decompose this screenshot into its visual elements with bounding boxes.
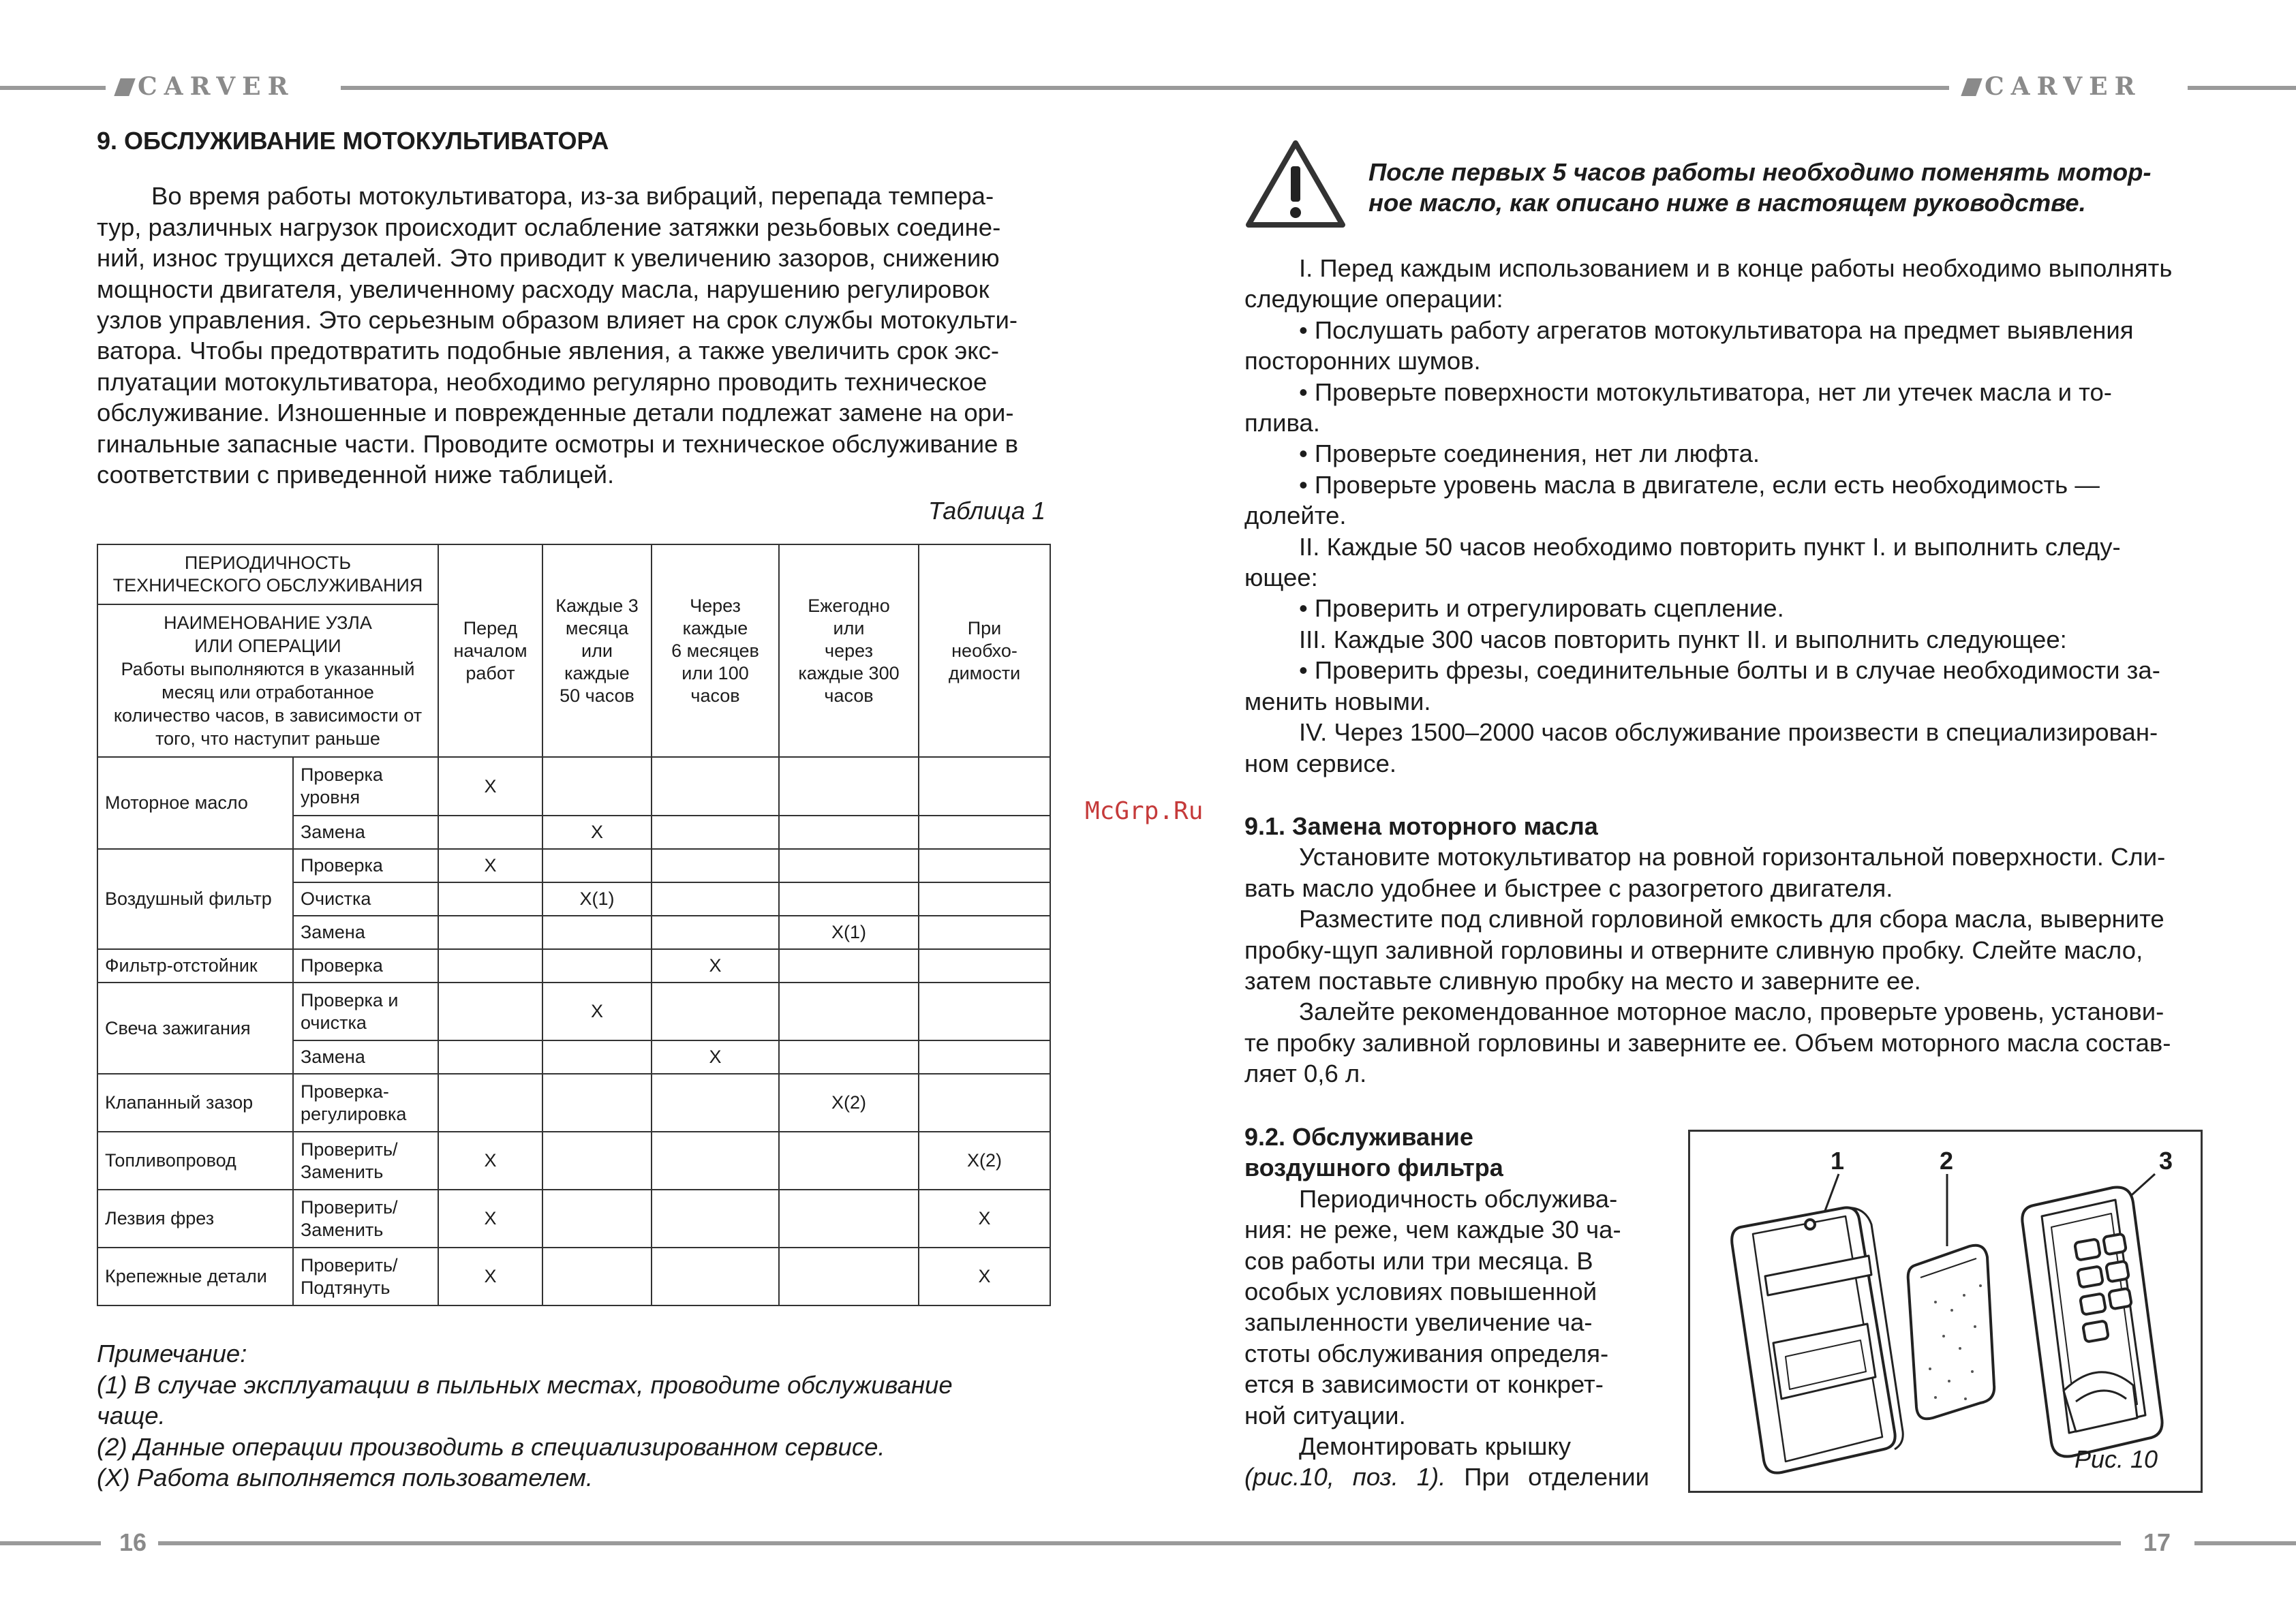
- mark-cell: X: [438, 1132, 542, 1190]
- text-line: ной ситуации.: [1244, 1401, 1406, 1429]
- mark-cell: [779, 757, 919, 816]
- operation-cell: Проверка уровня: [293, 757, 438, 816]
- section-9-2-title: 9.2. Обслуживание: [1244, 1123, 1473, 1151]
- mark-cell: [438, 916, 542, 949]
- left-page: [97, 125, 1051, 490]
- operation-cell: Проверка: [293, 949, 438, 983]
- brand-mark-icon: [1961, 78, 1982, 96]
- table-row: [97, 1132, 1050, 1190]
- mark-cell: [779, 1190, 919, 1248]
- page-number-left: 16: [119, 1528, 147, 1556]
- text-line: сов работы или три месяца. В: [1244, 1246, 1593, 1275]
- text-line: запыленности увеличение ча-: [1244, 1308, 1593, 1337]
- brand-text: CARVER: [138, 72, 295, 101]
- mark-cell: [542, 1248, 652, 1305]
- operation-cell: Замена: [293, 916, 438, 949]
- mark-cell: [779, 1040, 919, 1074]
- mark-cell: [652, 1190, 779, 1248]
- text-line: • Проверить фрезы, соединительные болты и в случае необходимости за-: [1299, 656, 2160, 685]
- operation-cell: Проверить/ Заменить: [293, 1132, 438, 1190]
- text-line: Залейте рекомендованное моторное масло, проверьте уровень, установи-: [1299, 998, 2164, 1026]
- table-row: [97, 1190, 1050, 1248]
- unit-cell: Свеча зажигания: [97, 983, 293, 1074]
- text-line: вать масло удобнее и быстрее с разогретого двигателя.: [1244, 874, 1893, 902]
- watermark: McGrp.Ru: [1085, 797, 1204, 825]
- mark-cell: X: [919, 1190, 1050, 1248]
- brand-logo-left: [117, 71, 295, 102]
- intro-line: тур, различных нагрузок происходит ослабление затяжки резьбовых соедине-: [97, 213, 1001, 241]
- mark-cell: [779, 983, 919, 1040]
- text-line: ется в зависимости от конкрет-: [1244, 1370, 1604, 1399]
- page-number-right: 17: [2143, 1528, 2171, 1556]
- filter-body-part: [2022, 1187, 2162, 1456]
- mark-cell: X: [652, 1040, 779, 1074]
- figure-10: [1688, 1130, 2203, 1493]
- section-9-2-last-line: (рис.10, поз. 1). При отделении: [1244, 1463, 1649, 1491]
- operation-cell: Проверка: [293, 849, 438, 882]
- footer-rule-middle: [158, 1541, 2121, 1545]
- section-9-2: [1244, 1122, 1649, 1493]
- header-rule-left: [0, 86, 106, 90]
- notes-title: Примечание:: [97, 1340, 247, 1367]
- intro-line: обслуживание. Изношенные и поврежденные детали подлежат замене на ори-: [97, 399, 1014, 427]
- mark-cell: [652, 849, 779, 882]
- mark-cell: [542, 757, 652, 816]
- footer-rule-right: [2194, 1541, 2296, 1545]
- text-line: III. Каждые 300 часов повторить пункт II. и выполнить следующее:: [1299, 625, 2067, 653]
- mark-cell: X: [919, 1248, 1050, 1305]
- note-3: (X) Работа выполняется пользователем.: [97, 1464, 594, 1491]
- mark-cell: [542, 1190, 652, 1248]
- mark-cell: [919, 983, 1050, 1040]
- mark-cell: [652, 916, 779, 949]
- operation-cell: Замена: [293, 1040, 438, 1074]
- text-line: стоты обслуживания определя-: [1244, 1339, 1609, 1367]
- header-rule-middle: [341, 86, 1949, 90]
- text-line: II. Каждые 50 часов необходимо повторить пункт I. и выполнить следу-: [1299, 532, 2121, 561]
- mark-cell: [919, 1040, 1050, 1074]
- mark-cell: [438, 1040, 542, 1074]
- header-col-yearly: Ежегодно или через каждые 300 часов: [779, 544, 919, 757]
- mark-cell: [438, 949, 542, 983]
- mark-cell: [438, 983, 542, 1040]
- maintenance-table: [97, 544, 1051, 1306]
- text-line: ляет 0,6 л.: [1244, 1060, 1367, 1088]
- filter-cover-part: [1732, 1207, 1903, 1472]
- mark-cell: [779, 1248, 919, 1305]
- operation-cell: Замена: [293, 816, 438, 849]
- mark-cell: [652, 983, 779, 1040]
- footer-rule-left: [0, 1541, 101, 1545]
- figure-label-1: 1: [1831, 1147, 1845, 1175]
- section-9-1-title: 9.1. Замена моторного масла: [1244, 812, 1598, 840]
- intro-line: соответствии с приведенной ниже таблицей.: [97, 461, 615, 489]
- text-line: те пробку заливной горловины и заверните ее. Объем моторного масла состав-: [1244, 1028, 2171, 1057]
- table-row: [97, 949, 1050, 983]
- mark-cell: X(1): [542, 882, 652, 916]
- text-line: I. Перед каждым использованием и в конце работы необходимо выполнять: [1299, 254, 2173, 282]
- intro-line: узлов управления. Это серьезным образом влияет на срок службы мотокульти-: [97, 306, 1017, 335]
- header-col-3-months: Каждые 3 месяца или каждые 50 часов: [542, 544, 652, 757]
- text-line: менить новыми.: [1244, 687, 1431, 715]
- mark-cell: [542, 1132, 652, 1190]
- text-line: IV. Через 1500–2000 часов обслуживание произвести в специализирован-: [1299, 718, 2158, 747]
- warning-text: [1368, 157, 2199, 219]
- section-9-2-body: [1244, 1184, 1649, 1462]
- text-line: долейте.: [1244, 501, 1347, 530]
- table-notes: [97, 1338, 1051, 1494]
- section-title: 9. ОБСЛУЖИВАНИЕ МОТОКУЛЬТИВАТОРА: [97, 127, 609, 155]
- table-row: [97, 849, 1050, 882]
- mark-cell: X(2): [779, 1074, 919, 1132]
- mark-cell: X(2): [919, 1132, 1050, 1190]
- mark-cell: X: [542, 816, 652, 849]
- note-1: (1) В случае эксплуатации в пыльных местах, проводите обслуживание: [97, 1370, 953, 1399]
- intro-paragraph: [97, 181, 1051, 490]
- mark-cell: [919, 1074, 1050, 1132]
- figure-label-2: 2: [1940, 1147, 1954, 1175]
- mark-cell: [652, 1132, 779, 1190]
- mark-cell: [652, 1248, 779, 1305]
- intro-line: плуатации мотокультиватора, необходимо регулярно проводить техническое: [97, 367, 988, 396]
- mark-cell: [779, 882, 919, 916]
- intro-line: ний, износ трущихся деталей. Это приводит к увеличению зазоров, снижению: [97, 244, 1000, 273]
- text-line: посторонних шумов.: [1244, 347, 1481, 375]
- text-line: особых условиях повышенной: [1244, 1278, 1597, 1306]
- mark-cell: X(1): [779, 916, 919, 949]
- figure-label-3: 3: [2159, 1147, 2173, 1175]
- header-period: ПЕРИОДИЧНОСТЬ ТЕХНИЧЕСКОГО ОБСЛУЖИВАНИЯ: [97, 544, 438, 604]
- brand-mark-icon: [114, 78, 135, 96]
- mark-cell: [779, 816, 919, 849]
- text-line: • Проверьте поверхности мотокультиватора, нет ли утечек масла и то-: [1299, 377, 2112, 406]
- table-caption: Таблица 1: [928, 497, 1046, 525]
- operation-cell: Очистка: [293, 882, 438, 916]
- unit-cell: Клапанный зазор: [97, 1074, 293, 1132]
- mark-cell: [779, 949, 919, 983]
- text-line: ном сервисе.: [1244, 749, 1397, 777]
- filter-element-part: [1908, 1246, 1994, 1419]
- text-line: ющее:: [1244, 563, 1318, 592]
- text-line: пробку-щуп заливной горловины и отверните сливную пробку. Слейте масло,: [1244, 936, 2143, 964]
- table-row: [97, 757, 1050, 816]
- mark-cell: [652, 757, 779, 816]
- text-line: Установите мотокультиватор на ровной горизонтальной поверхности. Сли-: [1299, 843, 2166, 871]
- schedule-text: [1244, 253, 2199, 779]
- mark-cell: X: [438, 849, 542, 882]
- warning-line: ное масло, как описано ниже в настоящем руководстве.: [1368, 189, 2086, 217]
- mark-cell: [542, 1074, 652, 1132]
- header-unit-name: НАИМЕНОВАНИЕ УЗЛА ИЛИ ОПЕРАЦИИ Работы выполняются в указанный месяц или отработанное количество часов, в зависимости от того, что наступит раньше: [97, 604, 438, 757]
- unit-cell: Крепежные детали: [97, 1248, 293, 1305]
- section-9-1: [1244, 811, 2199, 1089]
- section-9-2-title-cont: воздушного фильтра: [1244, 1154, 1503, 1182]
- text-line: • Проверьте уровень масла в двигателе, если есть необходимость —: [1299, 470, 2100, 499]
- section-9-1-body: [1244, 841, 2199, 1089]
- text-line: • Проверьте соединения, нет ли люфта.: [1299, 439, 1760, 468]
- unit-cell: Лезвия фрез: [97, 1190, 293, 1248]
- mark-cell: [542, 849, 652, 882]
- table-row: [97, 1074, 1050, 1132]
- mark-cell: X: [542, 983, 652, 1040]
- text-line: Разместите под сливной горловиной емкость для сбора масла, выверните: [1299, 905, 2164, 933]
- mark-cell: [652, 816, 779, 849]
- mark-cell: [438, 882, 542, 916]
- mark-cell: [779, 1132, 919, 1190]
- mark-cell: [779, 849, 919, 882]
- text-line: следующие операции:: [1244, 285, 1503, 313]
- operation-cell: Проверка- регулировка: [293, 1074, 438, 1132]
- text-line: затем поставьте сливную пробку на место и заверните ее.: [1244, 967, 1921, 995]
- mark-cell: [652, 1074, 779, 1132]
- header-col-6-months: Через каждые 6 месяцев или 100 часов: [652, 544, 779, 757]
- table-row: [97, 1248, 1050, 1305]
- brand-text: CARVER: [1985, 72, 2142, 101]
- mark-cell: [542, 916, 652, 949]
- operation-cell: Проверить/ Подтянуть: [293, 1248, 438, 1305]
- intro-line: Во время работы мотокультиватора, из-за вибраций, перепада темпера-: [151, 182, 994, 211]
- text-line: • Послушать работу агрегатов мотокультиватора на предмет выявления: [1299, 315, 2134, 344]
- mark-cell: X: [438, 757, 542, 816]
- text-line: • Проверить и отрегулировать сцепление.: [1299, 594, 1784, 623]
- unit-cell: Фильтр-отстойник: [97, 949, 293, 983]
- header-col-before-work: Перед началом работ: [438, 544, 542, 757]
- note-1-cont: чаще.: [97, 1402, 166, 1429]
- unit-cell: Воздушный фильтр: [97, 849, 293, 949]
- text-line: плива.: [1244, 409, 1320, 437]
- mark-cell: [542, 1040, 652, 1074]
- mark-cell: [652, 882, 779, 916]
- intro-line: гинальные запасные части. Проводите осмотры и техническое обслуживание в: [97, 429, 1018, 458]
- unit-cell: Моторное масло: [97, 757, 293, 849]
- figure-caption: Рис. 10: [2075, 1445, 2158, 1473]
- mark-cell: X: [438, 1190, 542, 1248]
- mark-cell: [919, 916, 1050, 949]
- brand-logo-right: [1964, 71, 2142, 102]
- mark-cell: [919, 949, 1050, 983]
- mark-cell: [919, 882, 1050, 916]
- intro-line: ватора. Чтобы предотвратить подобные явления, а также увеличить срок экс-: [97, 337, 1000, 365]
- warning-line: После первых 5 часов работы необходимо поменять мотор-: [1368, 158, 2152, 186]
- text-line: ния: не реже, чем каждые 30 ча-: [1244, 1216, 1621, 1244]
- mark-cell: X: [652, 949, 779, 983]
- header-col-as-needed: При необхо- димости: [919, 544, 1050, 757]
- mark-cell: [919, 849, 1050, 882]
- unit-cell: Топливопровод: [97, 1132, 293, 1190]
- note-2: (2) Данные операции производить в специализированном сервисе.: [97, 1432, 885, 1461]
- air-filter-illustration: [1690, 1132, 2201, 1491]
- operation-cell: Проверить/ Заменить: [293, 1190, 438, 1248]
- mark-cell: X: [438, 1248, 542, 1305]
- mark-cell: [542, 949, 652, 983]
- header-rule-right: [2188, 86, 2296, 90]
- intro-line: мощности двигателя, увеличенному расходу масла, нарушению регулировок: [97, 275, 990, 303]
- mark-cell: [919, 757, 1050, 816]
- text-line: Периодичность обслужива-: [1299, 1184, 1618, 1213]
- warning-icon: [1246, 140, 1345, 228]
- mark-cell: [438, 1074, 542, 1132]
- operation-cell: Проверка и очистка: [293, 983, 438, 1040]
- mark-cell: [438, 816, 542, 849]
- text-line: Демонтировать крышку: [1299, 1432, 1572, 1461]
- table-row: [97, 983, 1050, 1040]
- mark-cell: [919, 816, 1050, 849]
